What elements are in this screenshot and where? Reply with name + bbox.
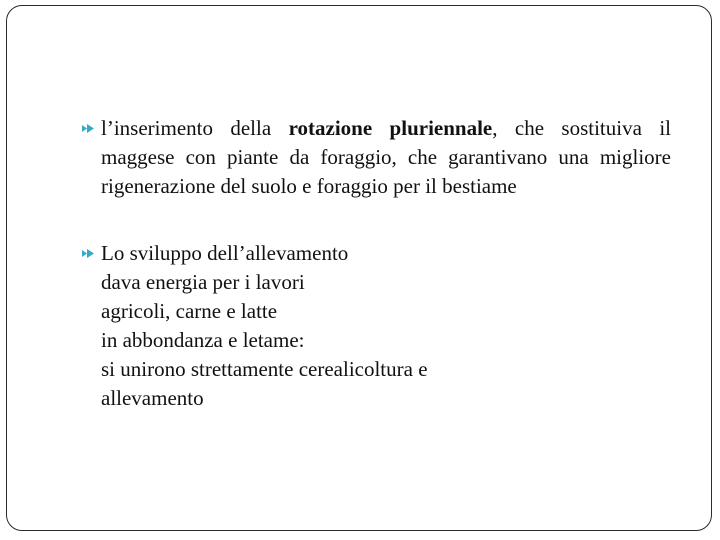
bullet-line: Lo sviluppo dell’allevamento xyxy=(101,241,349,265)
bullet-line: agricoli, carne e latte xyxy=(101,299,278,323)
bullet-item-rotation xyxy=(81,114,671,201)
arrow-bullet-icon xyxy=(81,123,95,134)
arrow-bullet-icon xyxy=(81,248,95,259)
bullet-text-bold: rotazione pluriennale xyxy=(288,116,493,140)
bullet-line: allevamento xyxy=(101,386,204,410)
bullet-line: in abbondanza e letame: xyxy=(101,328,305,352)
bullet-line: si unirono strettamente cerealicoltura e xyxy=(101,357,428,381)
bullet-text-post: , che sostituiva il maggese con piante da foraggio, che garantivano una migliore rigenerazione del suolo e foraggio per il bestiame xyxy=(101,116,671,198)
bullet-text-pre: l’inserimento della xyxy=(101,116,289,140)
bullet-item-livestock xyxy=(81,239,671,413)
bullet-line: dava energia per i lavori xyxy=(101,270,305,294)
slide-content xyxy=(81,114,671,413)
